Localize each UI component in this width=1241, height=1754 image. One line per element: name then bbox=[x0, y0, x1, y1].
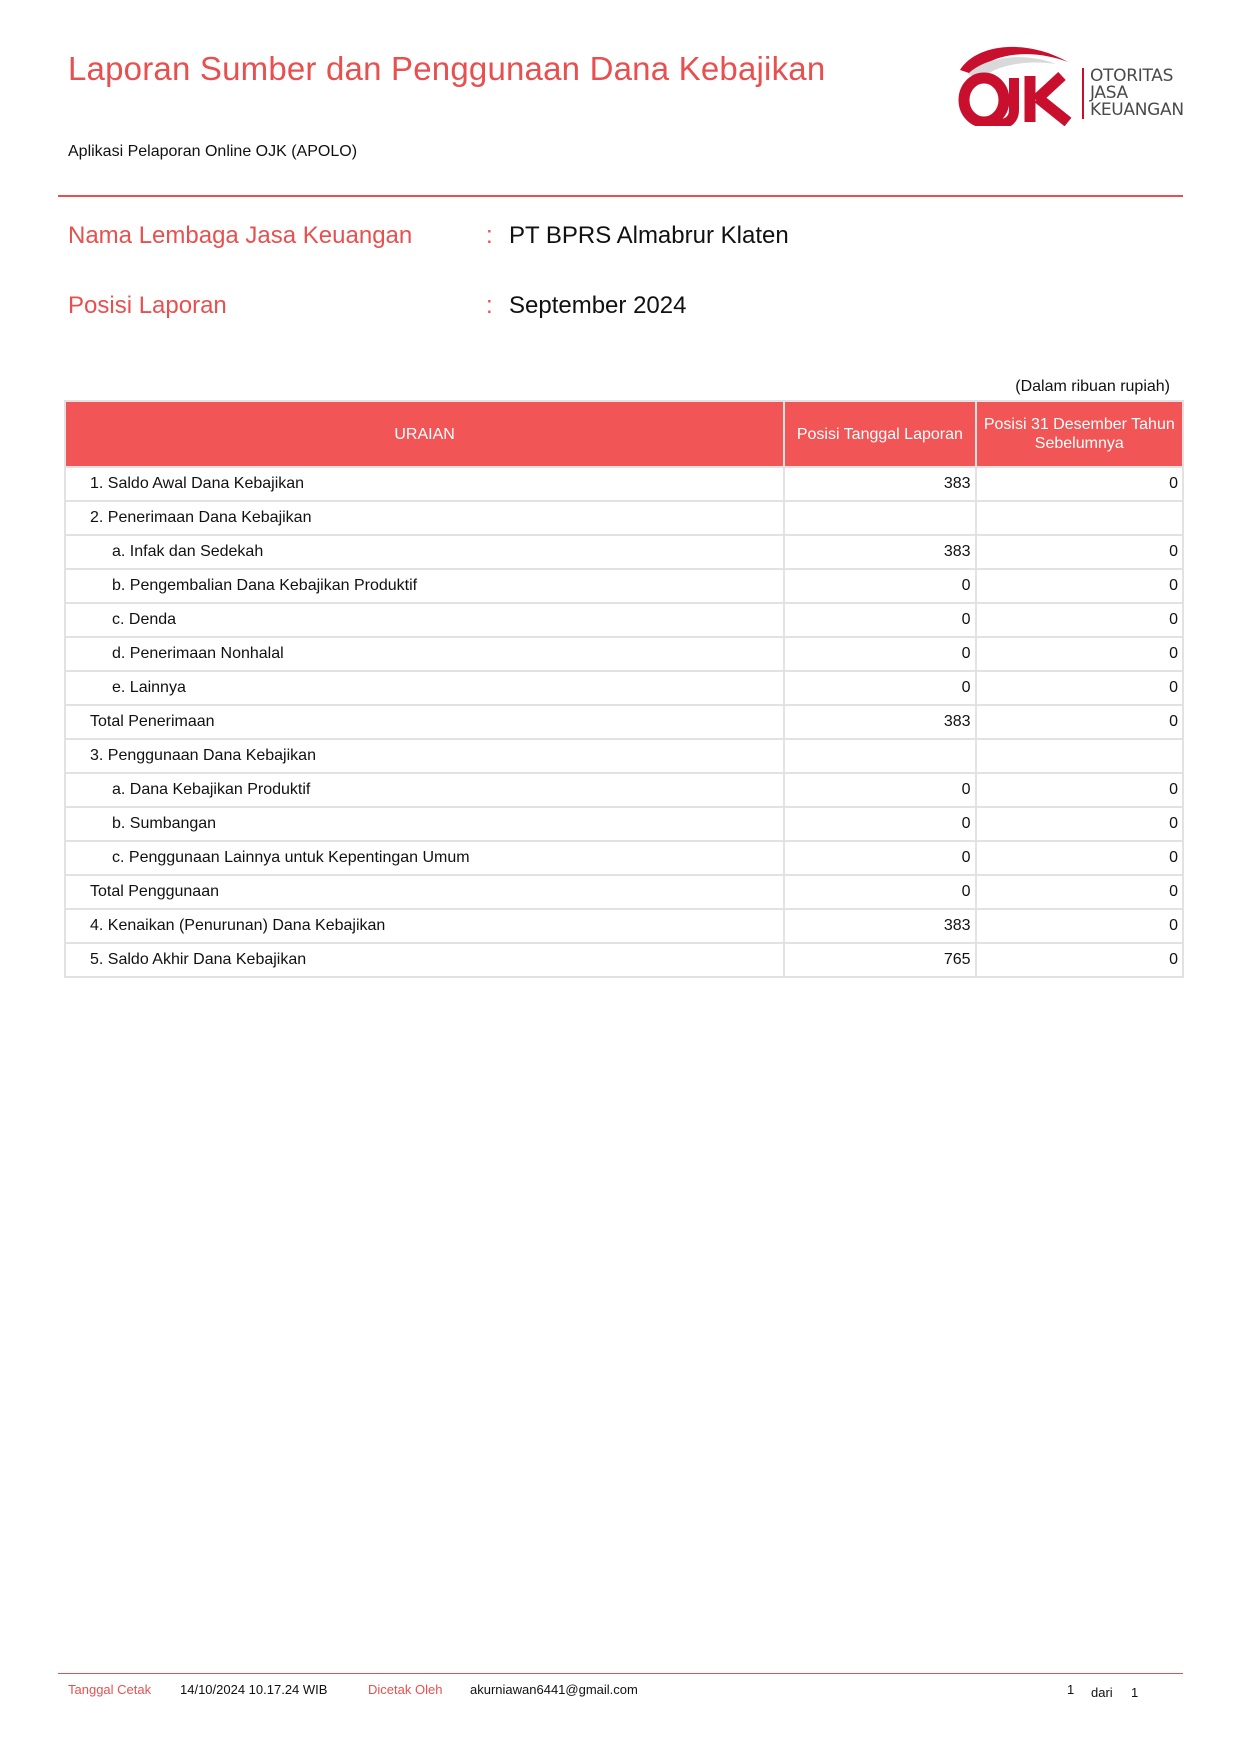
page-of-label: dari bbox=[1091, 1685, 1113, 1700]
row-current: 0 bbox=[784, 875, 975, 909]
row-label: c. Denda bbox=[65, 603, 784, 637]
institution-colon: : bbox=[486, 222, 493, 249]
ojk-logo-icon bbox=[956, 40, 1074, 126]
table-row-total bbox=[65, 705, 1183, 739]
ojk-logo bbox=[956, 40, 1186, 130]
row-label: e. Lainnya bbox=[65, 671, 784, 705]
row-label: 4. Kenaikan (Penurunan) Dana Kebajikan bbox=[65, 909, 784, 943]
row-current: 0 bbox=[784, 841, 975, 875]
row-current: 765 bbox=[784, 943, 975, 977]
header-divider bbox=[58, 195, 1183, 197]
row-previous: 0 bbox=[976, 841, 1183, 875]
row-previous: 0 bbox=[976, 671, 1183, 705]
table-row bbox=[65, 773, 1183, 807]
page-current: 1 bbox=[1067, 1682, 1075, 1697]
row-current: 383 bbox=[784, 705, 975, 739]
table-row bbox=[65, 501, 1183, 535]
row-previous: 0 bbox=[976, 467, 1183, 501]
print-date-label: Tanggal Cetak bbox=[68, 1682, 152, 1697]
row-label: b. Sumbangan bbox=[65, 807, 784, 841]
report-title: Laporan Sumber dan Penggunaan Dana Kebajikan bbox=[68, 50, 826, 87]
logo-text-line-3: KEUANGAN bbox=[1090, 100, 1184, 120]
row-label: Total Penggunaan bbox=[65, 875, 784, 909]
header-uraian: URAIAN bbox=[65, 401, 784, 467]
table-row bbox=[65, 841, 1183, 875]
row-previous: 0 bbox=[976, 535, 1183, 569]
row-previous: 0 bbox=[976, 773, 1183, 807]
printed-by-label: Dicetak Oleh bbox=[368, 1682, 443, 1697]
row-label: 5. Saldo Akhir Dana Kebajikan bbox=[65, 943, 784, 977]
row-previous: 0 bbox=[976, 603, 1183, 637]
table-row bbox=[65, 671, 1183, 705]
page-total: 1 bbox=[1131, 1685, 1139, 1700]
row-current: 0 bbox=[784, 637, 975, 671]
row-current: 0 bbox=[784, 807, 975, 841]
row-current: 0 bbox=[784, 569, 975, 603]
row-previous: 0 bbox=[976, 909, 1183, 943]
row-current: 383 bbox=[784, 909, 975, 943]
table-row bbox=[65, 535, 1183, 569]
table-row bbox=[65, 807, 1183, 841]
row-previous: 0 bbox=[976, 807, 1183, 841]
row-current bbox=[784, 501, 975, 535]
row-label: a. Infak dan Sedekah bbox=[65, 535, 784, 569]
period-label: Posisi Laporan bbox=[68, 292, 227, 319]
table-header-row bbox=[65, 401, 1183, 467]
row-label: 1. Saldo Awal Dana Kebajikan bbox=[65, 467, 784, 501]
report-table bbox=[64, 400, 1184, 978]
row-current: 0 bbox=[784, 773, 975, 807]
header-previous-position: Posisi 31 Desember Tahun Sebelumnya bbox=[976, 401, 1183, 467]
row-previous: 0 bbox=[976, 637, 1183, 671]
row-current: 0 bbox=[784, 671, 975, 705]
table-row bbox=[65, 909, 1183, 943]
logo-text-line-2: JASA bbox=[1090, 83, 1128, 103]
row-label: 2. Penerimaan Dana Kebajikan bbox=[65, 501, 784, 535]
period-value: September 2024 bbox=[509, 292, 687, 319]
row-label: a. Dana Kebajikan Produktif bbox=[65, 773, 784, 807]
row-label: d. Penerimaan Nonhalal bbox=[65, 637, 784, 671]
row-current bbox=[784, 739, 975, 773]
row-previous: 0 bbox=[976, 875, 1183, 909]
row-label: 3. Penggunaan Dana Kebajikan bbox=[65, 739, 784, 773]
printed-by-value: akurniawan6441@gmail.com bbox=[470, 1682, 638, 1697]
row-previous: 0 bbox=[976, 705, 1183, 739]
table-row bbox=[65, 569, 1183, 603]
app-subtitle: Aplikasi Pelaporan Online OJK (APOLO) bbox=[68, 143, 358, 160]
unit-note: (Dalam ribuan rupiah) bbox=[1015, 378, 1170, 395]
row-current: 383 bbox=[784, 535, 975, 569]
row-label: Total Penerimaan bbox=[65, 705, 784, 739]
row-label: b. Pengembalian Dana Kebajikan Produktif bbox=[65, 569, 784, 603]
row-previous bbox=[976, 739, 1183, 773]
table-row-total bbox=[65, 875, 1183, 909]
row-previous: 0 bbox=[976, 943, 1183, 977]
table-row bbox=[65, 603, 1183, 637]
logo-wordmark bbox=[1082, 68, 1184, 119]
institution-value: PT BPRS Almabrur Klaten bbox=[509, 222, 789, 249]
table-row bbox=[65, 739, 1183, 773]
row-current: 0 bbox=[784, 603, 975, 637]
row-previous: 0 bbox=[976, 569, 1183, 603]
row-previous bbox=[976, 501, 1183, 535]
header-current-position: Posisi Tanggal Laporan bbox=[784, 401, 975, 467]
row-current: 383 bbox=[784, 467, 975, 501]
footer-divider bbox=[58, 1673, 1183, 1674]
print-date-value: 14/10/2024 10.17.24 WIB bbox=[180, 1682, 328, 1697]
row-label: c. Penggunaan Lainnya untuk Kepentingan Umum bbox=[65, 841, 784, 875]
table-row bbox=[65, 467, 1183, 501]
logo-text-line-1: OTORITAS bbox=[1090, 66, 1174, 86]
period-colon: : bbox=[486, 292, 493, 319]
institution-label: Nama Lembaga Jasa Keuangan bbox=[68, 222, 413, 249]
table-row bbox=[65, 637, 1183, 671]
table-row bbox=[65, 943, 1183, 977]
